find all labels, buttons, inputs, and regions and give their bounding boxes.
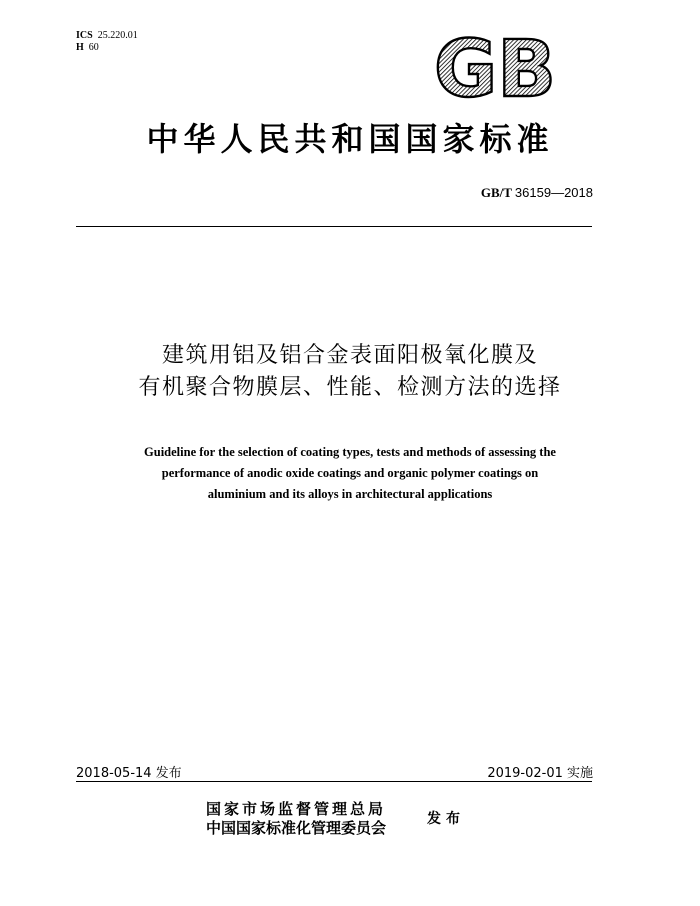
issuer-line2: 中国国家标准化管理委员会: [206, 819, 387, 837]
ccs-code-line: [76, 42, 138, 54]
ics-code-line: [76, 30, 138, 42]
gb-logo-text: GB: [434, 36, 556, 100]
ccs-code: 60: [88, 42, 99, 53]
ics-code: 25.220.01: [97, 30, 138, 41]
header-divider: [76, 226, 592, 227]
ccs-label: H: [76, 42, 84, 53]
document-title-cn-line1: 建筑用铝及铝合金表面阳极氧化膜及: [161, 343, 538, 368]
classification-codes: [76, 30, 138, 54]
document-title-cn: [0, 340, 700, 404]
ics-label: ICS: [76, 30, 93, 41]
footer-divider: [76, 781, 592, 782]
gb-logo: [432, 36, 558, 100]
issuing-authorities: [206, 800, 386, 838]
standard-number: [481, 185, 593, 201]
document-title-cn-line2: 有机聚合物膜层、性能、检测方法的选择: [138, 375, 562, 400]
implementation-date: 2019-02-01 实施: [487, 766, 593, 781]
document-title-en-line3: aluminium and its alloys in architectural applications: [207, 487, 493, 501]
issue-date: 2018-05-14 发布: [76, 766, 182, 781]
document-title-en-line1: Guideline for the selection of coating types, tests and methods of assessing the: [144, 445, 556, 459]
standard-number-value: 36159—2018: [514, 185, 593, 200]
issuer-line1: 国家市场监督管理总局: [206, 800, 387, 818]
document-title-en: [70, 442, 630, 505]
document-title-en-line2: performance of anodic oxide coatings and organic polymer coatings on: [161, 466, 539, 480]
standard-number-prefix: GB/T: [480, 185, 512, 200]
publish-label: 发布: [427, 811, 465, 827]
standard-category-title: 中华人民共和国国家标准: [146, 120, 554, 158]
